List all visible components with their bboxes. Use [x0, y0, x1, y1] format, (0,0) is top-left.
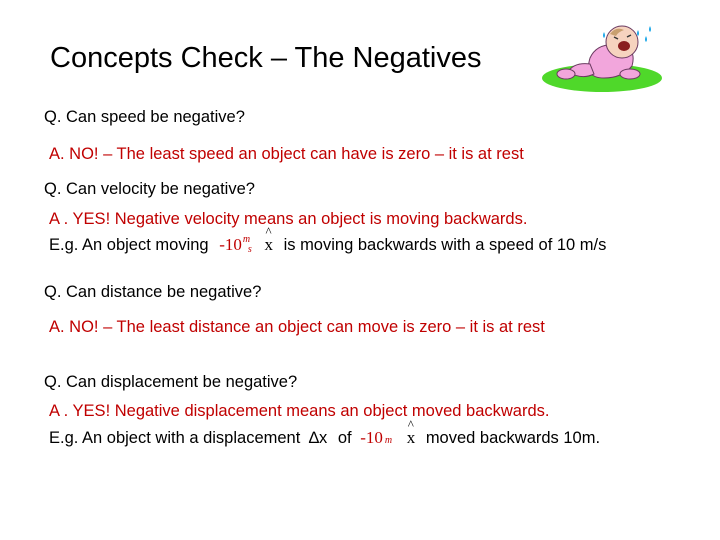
example-prefix: E.g. An object with a displacement: [49, 429, 301, 447]
answer-distance: A. NO! – The least distance an object can move is zero – it is at rest: [49, 318, 545, 336]
example-prefix: E.g. An object moving: [49, 236, 209, 254]
question-distance: Q. Can distance be negative?: [44, 283, 262, 301]
answer-displacement-line1: A . YES! Negative displacement means an object moved backwards.: [49, 402, 550, 420]
velocity-value: -10: [219, 235, 242, 254]
unit-denominator: s: [247, 244, 252, 255]
crying-baby-illustration: [538, 22, 668, 94]
x-unit-vector: ^ x: [264, 224, 273, 254]
x-unit-vector: ^ x: [406, 417, 416, 447]
displacement-value: -10: [360, 428, 383, 447]
example-suffix: moved backwards 10m.: [425, 429, 601, 447]
answer-velocity-line2: [49, 224, 607, 255]
question-speed: Q. Can speed be negative?: [44, 108, 245, 126]
delta-x: ∆x: [308, 429, 328, 447]
hat-symbol: ^: [407, 417, 414, 432]
answer-displacement-line2: [49, 417, 601, 448]
question-velocity: Q. Can velocity be negative?: [44, 180, 255, 198]
velocity-unit: [242, 236, 256, 254]
unit-numerator: m: [242, 234, 251, 245]
slide-title: Concepts Check – The Negatives: [50, 42, 482, 74]
displacement-unit: m: [384, 435, 393, 446]
example-suffix: is moving backwards with a speed of 10 m/s: [283, 236, 607, 254]
question-displacement: Q. Can displacement be negative?: [44, 373, 298, 391]
of-word: of: [337, 429, 352, 447]
answer-velocity-line1: A . YES! Negative velocity means an object is moving backwards.: [49, 210, 528, 228]
answer-speed: A. NO! – The least speed an object can have is zero – it is at rest: [49, 145, 524, 163]
hat-symbol: ^: [265, 224, 272, 239]
